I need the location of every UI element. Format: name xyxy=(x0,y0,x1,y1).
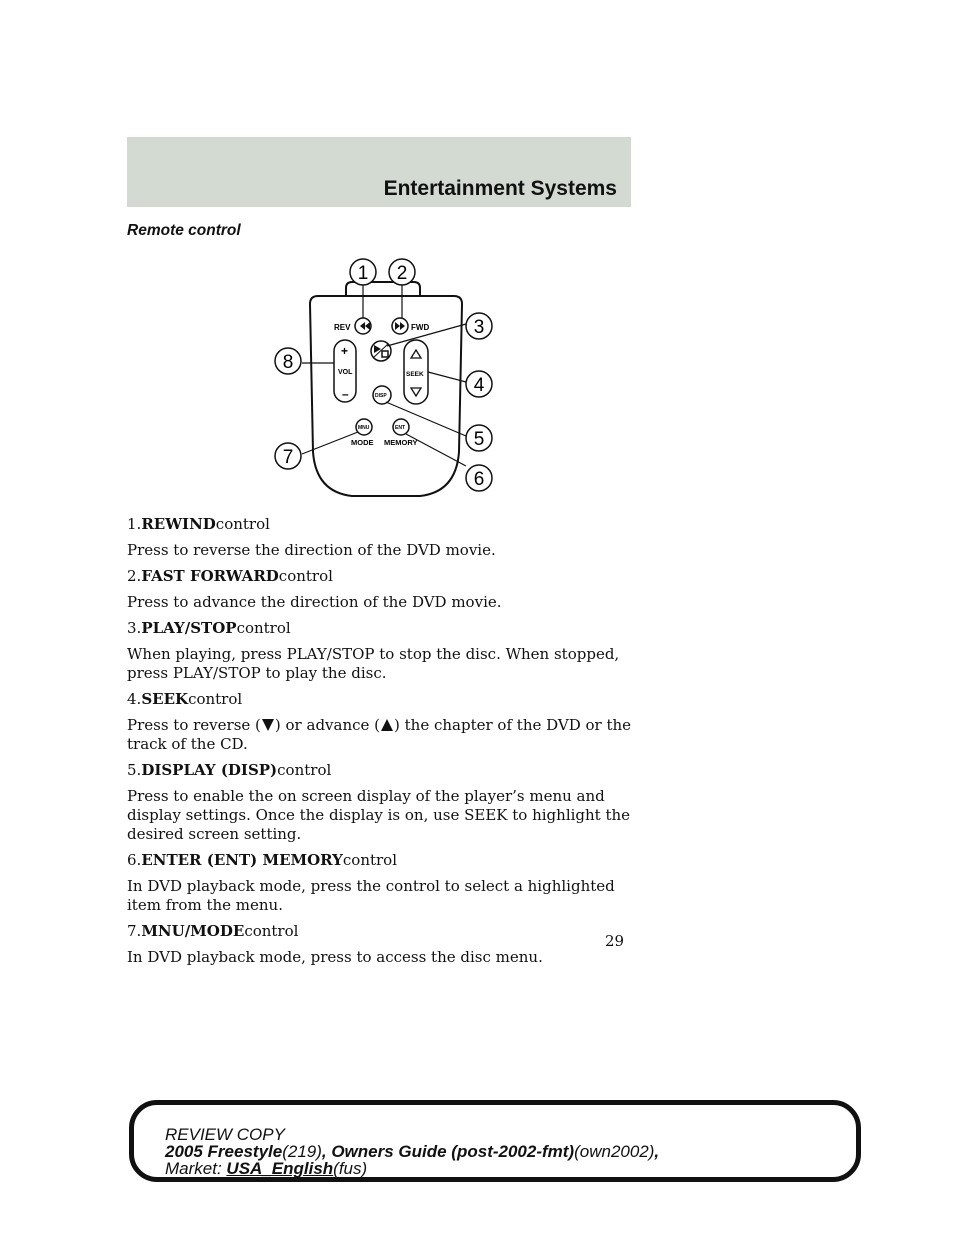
fast-forward-icon xyxy=(395,322,405,330)
mnu-label: MNU xyxy=(358,425,370,431)
item-1-description: Press to reverse the direction of the DVD movie. xyxy=(127,541,496,559)
rewind-icon xyxy=(360,322,370,330)
vol-plus-label: + xyxy=(341,344,349,358)
seek-down-icon xyxy=(411,388,421,396)
seek-down-icon xyxy=(262,719,274,731)
page-number: 29 xyxy=(605,932,625,950)
svg-text:4: 4 xyxy=(473,375,485,396)
item-1-heading: 1.REWINDcontrol xyxy=(127,515,270,533)
item-2-heading: 2.FAST FORWARDcontrol xyxy=(127,567,333,585)
svg-text:5: 5 xyxy=(473,429,485,450)
footer-line-3: Market: USA_English(fus) xyxy=(165,1159,368,1178)
footer-line-1: REVIEW COPY xyxy=(165,1125,285,1144)
svg-text:2: 2 xyxy=(396,263,408,284)
disp-label: DISP xyxy=(375,393,387,399)
vol-label: VOL xyxy=(338,369,353,376)
item-7-description: In DVD playback mode, press to access the disc menu. xyxy=(127,948,543,966)
item-4-heading: 4.SEEKcontrol xyxy=(127,690,243,708)
review-copy-footer-text xyxy=(165,1126,659,1177)
callout-7 xyxy=(275,443,301,469)
callout-8 xyxy=(275,348,301,374)
seek-label: SEEK xyxy=(406,371,424,378)
svg-text:6: 6 xyxy=(473,469,485,490)
fwd-label: FWD xyxy=(411,323,430,332)
callout-5 xyxy=(466,425,492,451)
rev-label: REV xyxy=(334,323,351,332)
item-3-description: When playing, press PLAY/STOP to stop the disc. When stopped, press PLAY/STOP to play the disc. xyxy=(127,645,620,682)
controls-list xyxy=(127,515,637,974)
vol-minus-label: – xyxy=(342,387,349,401)
item-7-heading: 7.MNU/MODEcontrol xyxy=(127,922,299,940)
mode-label: MODE xyxy=(351,438,374,447)
callout-6 xyxy=(466,465,492,491)
ent-label: ENT xyxy=(395,425,405,431)
svg-text:8: 8 xyxy=(282,352,294,373)
item-5-description: Press to enable the on screen display of the player’s menu and display settings. Once the display is on, use SEEK to highlight the desired screen setting. xyxy=(127,787,631,843)
svg-text:1: 1 xyxy=(357,263,369,284)
callout-4 xyxy=(466,371,492,397)
callout-1 xyxy=(350,259,376,285)
callout-2 xyxy=(389,259,415,285)
item-4-description: Press to reverse ( ) or advance ( ) the chapter of the DVD or the track of the CD. xyxy=(127,716,632,753)
item-6-heading: 6.ENTER (ENT) MEMORYcontrol xyxy=(127,851,398,869)
svg-text:7: 7 xyxy=(282,447,294,468)
seek-up-icon xyxy=(411,350,421,358)
play-stop-icon xyxy=(373,344,388,358)
subsection-title: Remote control xyxy=(127,222,241,239)
item-6-description: In DVD playback mode, press the control to select a highlighted item from the menu. xyxy=(127,877,615,914)
section-header-title: Entertainment Systems xyxy=(383,177,617,200)
item-3-heading: 3.PLAY/STOPcontrol xyxy=(127,619,291,637)
item-2-description: Press to advance the direction of the DVD movie. xyxy=(127,593,502,611)
header-band xyxy=(127,137,631,207)
svg-text:3: 3 xyxy=(473,317,485,338)
footer-line-2: 2005 Freestyle(219), Owners Guide (post-2002-fmt)(own2002), xyxy=(165,1142,660,1161)
item-5-heading: 5.DISPLAY (DISP)control xyxy=(127,761,332,779)
callout-3 xyxy=(466,313,492,339)
memory-label: MEMORY xyxy=(384,438,418,447)
seek-up-icon xyxy=(381,719,393,731)
remote-control-diagram xyxy=(260,252,510,502)
